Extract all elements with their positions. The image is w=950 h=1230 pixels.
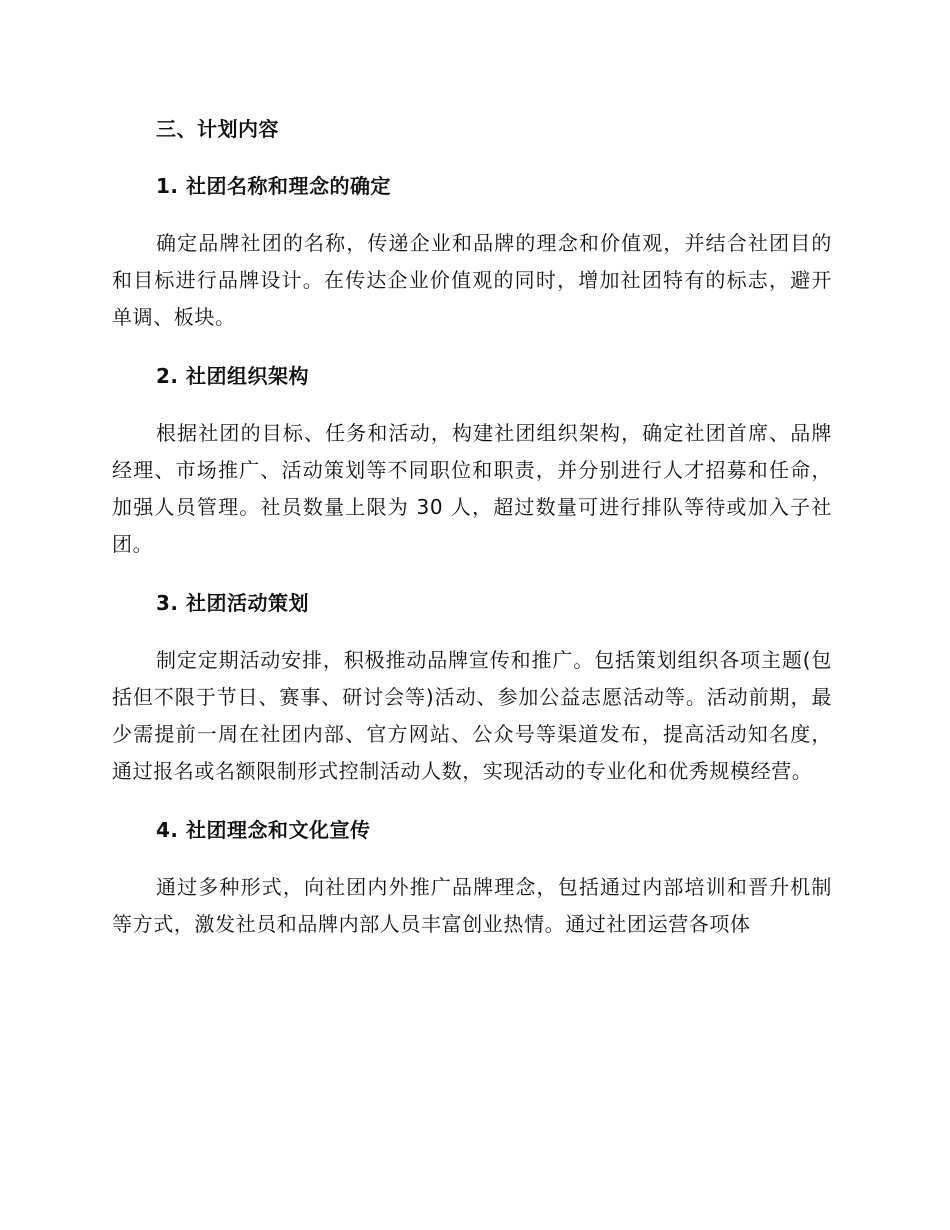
paragraph-club-culture: 通过多种形式，向社团内外推广品牌理念，包括通过内部培训和晋升机制等方式，激发社员和品牌内部人员丰富创业热情。通过社团运营各项体	[112, 875, 832, 936]
heading-club-name: 1. 社团名称和理念的确定	[156, 174, 391, 198]
paragraph-club-name: 确定品牌社团的名称，传递企业和品牌的理念和价值观，并结合社团目的和目标进行品牌设计。在传达企业价值观的同时，增加社团特有的标志，避开单调、板块。	[112, 231, 832, 329]
paragraph-club-activities: 制定定期活动安排，积极推动品牌宣传和推广。包括策划组织各项主题(包括但不限于节日、赛事、研讨会等)活动、参加公益志愿活动等。活动前期，最少需提前一周在社团内部、官方网站、公众号等渠道发布，提高活动知名度，通过报名或名额限制形式控制活动人数，实现活动的专业化和优秀规模经营。	[112, 648, 832, 783]
heading-club-structure: 2. 社团组织架构	[156, 364, 309, 388]
document-page	[112, 112, 832, 966]
heading-club-activities: 3. 社团活动策划	[156, 591, 309, 615]
paragraph-club-structure: 根据社团的目标、任务和活动，构建社团组织架构，确定社团首席、品牌经理、市场推广、活动策划等不同职位和职责，并分别进行人才招募和任命，加强人员管理。社员数量上限为 30 人，超过数量可进行排队等待或加入子社团。	[112, 421, 832, 556]
heading-club-culture: 4. 社团理念和文化宣传	[156, 818, 371, 842]
section-title: 三、计划内容	[156, 117, 279, 141]
